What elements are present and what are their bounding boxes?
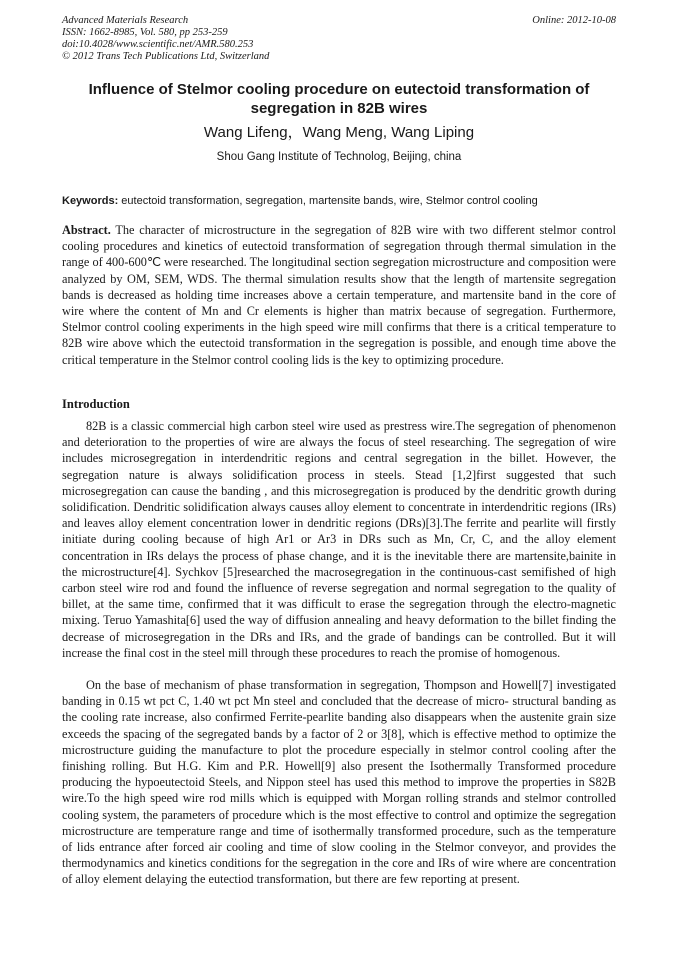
keywords	[62, 194, 622, 208]
issn-line: ISSN: 1662-8985, Vol. 580, pp 253-259	[62, 27, 228, 38]
authors: Wang Lifeng，Wang Meng, Wang Liping	[203, 124, 475, 141]
doi-line: doi:10.4028/www.scientific.net/AMR.580.253	[62, 39, 254, 50]
keywords-label: Keywords:	[62, 195, 119, 207]
abstract-label: Abstract.	[62, 223, 111, 237]
journal-header	[62, 15, 269, 63]
keywords-text: eutectoid transformation, segregation, martensite bands, wire, Stelmor control cooling	[118, 195, 538, 207]
abstract-text: The character of microstructure in the segregation of 82B wire with two different stelmor control cooling procedures and kinetics of eutectoid transformation of segregation through thermal simulation in the range of 400-600℃ were researched. The longitudinal section segregation microstructure and composition were analyzed by OM, SEM, WDS. The thermal simulation results show that the length of martensite segregation bands is decreased as holding time increases above a certain temperature, and martensite band in the core of wire where the content of Mn and Cr elements is higher than matrix because of segregation. Furthermore, Stelmor control cooling experiments in the high speed wire mill confirms that there is a critical temperature to 82B wire above which the eutectoid transformation in the segregation is possible, and enough time above the critical temperature in the Stelmor control cooling lids is the key to optimizing procedure.	[62, 223, 616, 367]
abstract	[62, 222, 616, 368]
journal-name: Advanced Materials Research	[62, 15, 189, 26]
introduction-heading: Introduction	[62, 397, 130, 411]
paper-title: Influence of Stelmor cooling procedure on eutectoid transformation of segregation in 82B wires	[88, 81, 590, 117]
online-date: Online: 2012-10-08	[532, 15, 616, 26]
introduction-paragraph-1: 82B is a classic commercial high carbon steel wire used as prestress wire.The segregation of phenomenon and deterioration to the properties of wire are always the focus of steel researching. The segregation of wire includes microsegregation in interdendritic regions and central segregation in the billet. However, the segregation nature is always solidification process in steels. Stead [1,2]first suggested that such microsegregation can cause the banding , and this microsegregation is produced by the dendritic growth during solidification. Dendritic solidification always causes alloy element to concentrate in interdendritic regions (IRs) and leaves alloy element concentration lower in dendritic regions (DRs)[3].The ferrite and pearlite will firstly initiate during cooling because of high Ar1 or Ar3 in DRs such as Mn, Cr, C, and the alloy element concentration in IRs delays the process of phase change, and it is the inevitable there are martensite,bainite in the microstructure[4]. Sychkov [5]researched the macrosegregation in the continuous-cast semifished of high carbon steel wire rod and found the influence of reverse segregation and normal segregation to the quality of billet, at the same time, confirmed that it was difficult to erase the segregation through the electro-magnetic mixing. Teruo Yamashita[6] used the way of diffusion annealing and heavy deformation to the billet finding the decrease of microsegregation in the DRs and IRs, and the grade of bandings can be controlled. But it will increase the final cost in the steel mill through these procedures to reach the promise of homogenous.	[62, 419, 616, 660]
introduction-paragraph-2: On the base of mechanism of phase transformation in segregation, Thompson and Howell[7] investigated banding in 0.15 wt pct C, 1.40 wt pct Mn steel and concluded that the decrease of micro- structural banding as the cooling rate increase, also confirmed Ferrite-pearlite banding also disappears when the austenite grain size exceeds the spacing of the segregated bands by a factor of 2 or 3[8], which is effective method to optimize the microstructure guiding the manufacture to plot the procedure especially in stelmor control cooling after the finishing rolling. But H.G. Kim and P.R. Howell[9] also present the Isothermally Transformed procedure producing the hypoeutectoid Steels, and Nippon steel has used this method to improve the properties in S82B wire.To the high speed wire rod mills which is equipped with Morgan rolling strands and stelmor controlled cooling system, the parameters of procedure which is the most effective to control and optimize the segregation microstructure are temperature range and time of isothermally transformed procedure, such as the temperature of lids entrance after forced air cooling and time of slow cooling in the Stelmor conveyor, and provides the thermodynamics and kinetics conditions for the segregation in the core and IRs of wire where are concentration of alloy element delaying the eutectiod transformation, but there are few reporting at present.	[62, 678, 616, 887]
affiliation: Shou Gang Institute of Technolog, Beijing, china	[216, 151, 462, 163]
copyright-line: © 2012 Trans Tech Publications Ltd, Switzerland	[62, 51, 270, 62]
